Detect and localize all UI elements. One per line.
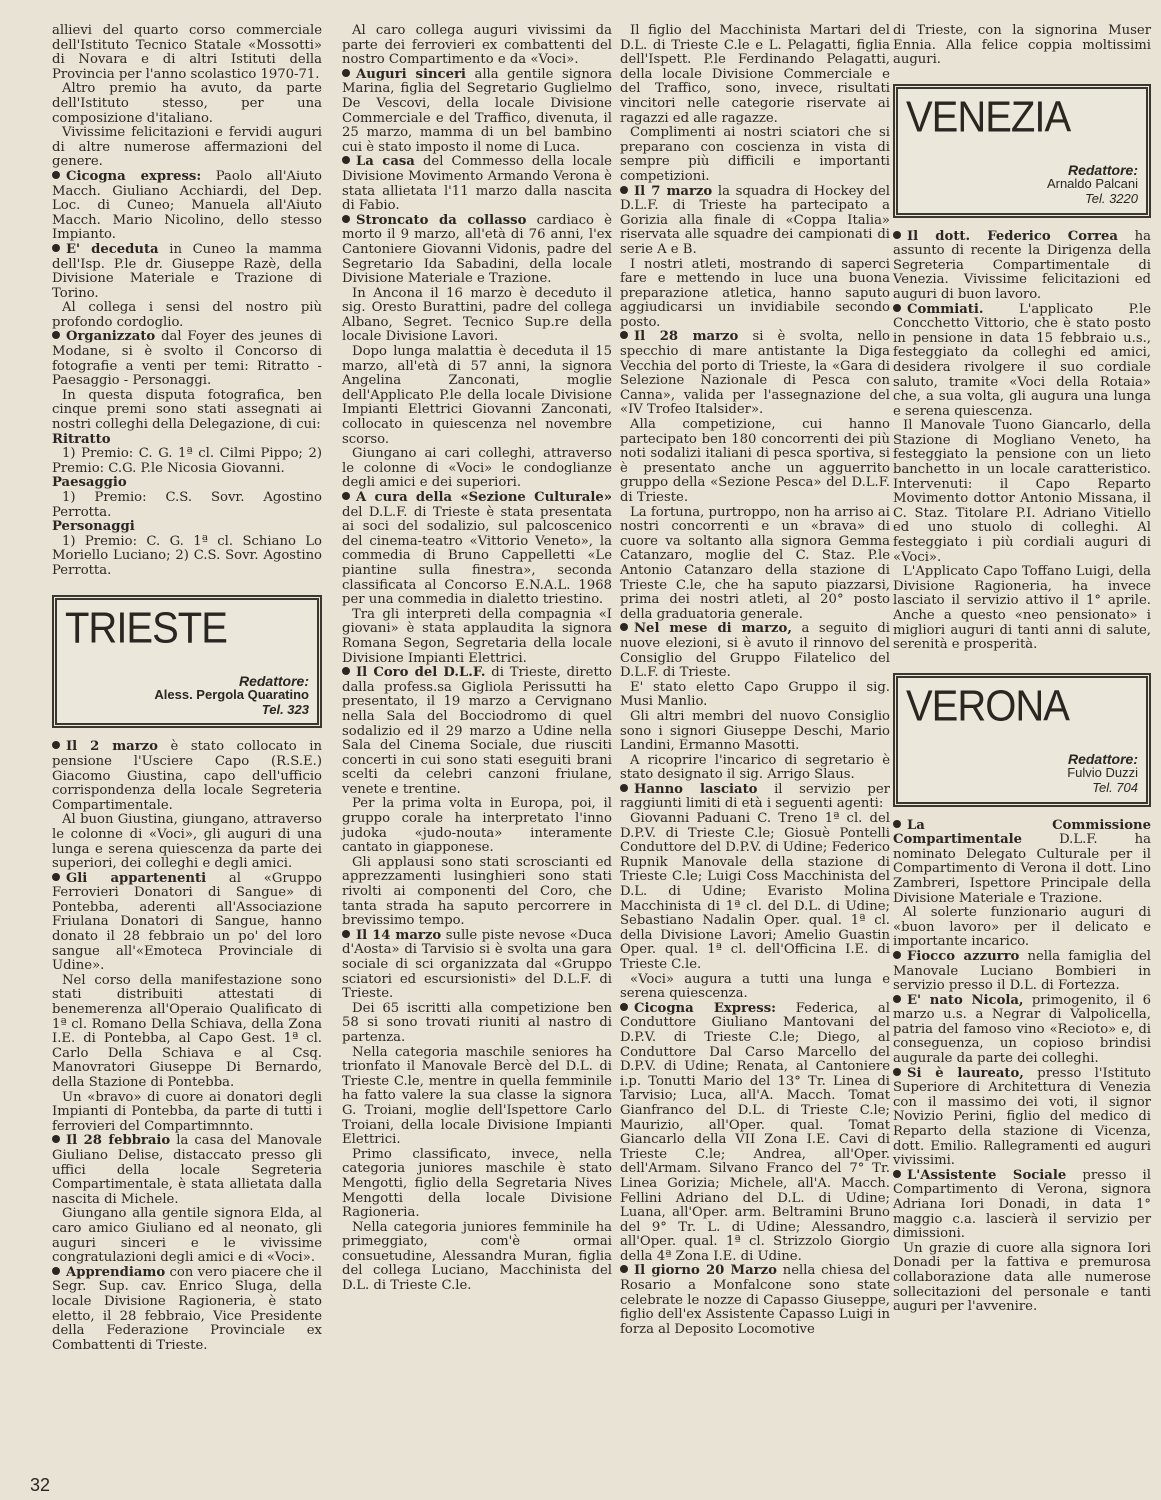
item-lead: Hanno lasciato xyxy=(634,781,758,797)
bullet-icon xyxy=(342,215,350,223)
item-text: si è svolta, nello specchio di mare antistante la Diga Vecchia del porto di Trieste, la «Gara di Selezione Nazionale di Pesca con Canna», valida per l'assegnazione del «IV Trofeo Italsider». xyxy=(620,329,890,418)
item-lead: Il Coro del D.L.F. xyxy=(356,665,486,681)
bullet-icon xyxy=(893,1170,901,1178)
item-text: L'applicato P.le Concchetto Vittorio, che è stato posto in pensione in data 15 febbraio u.s., festeggiato da colleghi ed amici, desidera rivolgere il suo cordiale saluto, tramite «Voci della Rotaia» che, a sua volta, gli augura una lunga e serena quiescenza. xyxy=(893,301,1151,419)
news-item xyxy=(620,330,890,418)
news-item xyxy=(52,243,322,301)
editor-name: Fulvio Duzzi xyxy=(1067,765,1138,781)
paragraph: I nostri atleti, mostrando di saperci fare e mettendo in luce una buona preparazione atletica, hanno saputo aggiudicarsi un invidiabile secondo posto. xyxy=(620,256,890,330)
paragraph: Nella categoria maschile seniores ha trionfato il Manovale Bercè del D.L. di Trieste C.le, mentre in quella femminile ha fatto valere la sua classe la signora G. Troiani, moglie dell'Ispettore Carlo Troiani, della locale Divisione Impianti Elettrici. xyxy=(342,1044,612,1148)
paragraph: Un grazie di cuore alla signora Iori Donadi per la fattiva e premurosa collaborazione data alle numerose sollecitazioni del personale e tanti auguri per l'avvenire. xyxy=(893,1240,1151,1315)
editor-tel: Tel. 3220 xyxy=(1084,190,1138,206)
editor-name: Aless. Pergola Quaratino xyxy=(154,687,309,703)
news-item xyxy=(52,1134,322,1207)
item-text: nella chiesa del Rosario a Monfalcone sono state celebrate le nozze di Capasso Giuseppe, figlio dell'ex Assistente Capasso Luigi in forza al Deposito Locomotive xyxy=(620,1263,890,1337)
editor-role: Redattore: xyxy=(1067,750,1138,767)
bullet-icon xyxy=(52,1135,60,1143)
item-lead: Auguri sinceri xyxy=(356,66,466,82)
item-text: è stato collocato in pensione l'Usciere Capo (R.S.E.) Giacomo Giustina, capo dell'ufficio corrispondenza della locale Segreteria Compartimentale. xyxy=(52,739,322,813)
news-item xyxy=(52,1266,322,1354)
item-lead: La casa xyxy=(356,154,415,170)
paragraph: Vivissime felicitazioni e fervidi auguri di altre numerose affermazioni del genere. xyxy=(52,125,322,170)
paragraph: Giovanni Paduani C. Treno 1ª cl. del D.P.V. di Trieste C.le; Giosuè Pontelli Conduttore del D.P.V. di Udine; Federico Rupnik Manovale della stazione di Trieste C.le; Luigi Coss Macchinista del D.L. di Udine; Evaristo Molina Macchinista di 1ª cl. del D.L. di Udine; Sebastiano Nadalin Oper. qual. 1ª cl. della Divisione Lavori; Amelio Guastin Oper. qual. 1ª cl. dell'Officina I.E. di Trieste C.le. xyxy=(620,811,890,972)
item-text: presso il Compartimento di Verona, signora Adriana Iori Donadi, in data 1° maggio c.a. lascierà il servizio per dimissioni. xyxy=(893,1167,1151,1242)
news-item xyxy=(342,155,612,213)
subheading: Ritratto xyxy=(52,431,111,447)
paragraph: Gli altri membri del nuovo Consiglio sono i signori Giuseppe Deschi, Mario Landini, Ermanno Masotti. xyxy=(620,708,890,754)
bullet-icon xyxy=(52,741,60,749)
item-text: presso l'Istituto Superiore di Architettura di Venezia con il massimo dei voti, il signor Novizio Perini, figlio del medico di Reparto della stazione di Vicenza, dott. Emilio. Rallegramenti ed auguri vivissimi. xyxy=(893,1065,1151,1169)
editor-tel: Tel. 704 xyxy=(1092,779,1138,795)
editor-tel: Tel. 323 xyxy=(261,701,309,717)
column-4 xyxy=(893,24,1151,1315)
item-lead: E' nato Nicola, xyxy=(907,992,1024,1008)
paragraph: Al collega i sensi del nostro più profondo cordoglio. xyxy=(52,300,322,330)
bullet-icon xyxy=(893,304,901,312)
bullet-icon xyxy=(342,930,350,938)
bullet-icon xyxy=(620,1003,628,1011)
paragraph: Gli applausi sono stati scroscianti ed apprezzamenti lusinghieri sono stati rivolti ai componenti del Coro, che tanta strada ha saputo percorrere in brevissimo tempo. xyxy=(342,854,612,929)
item-lead: Il giorno 20 Marzo xyxy=(634,1263,777,1279)
paragraph: 1) Premio: C. G. 1ª cl. Schiano Lo Moriello Luciano; 2) C.S. Sovr. Agostino Perrotta. xyxy=(52,533,322,578)
item-lead: L'Assistente Sociale xyxy=(907,1167,1067,1183)
section-title: VENEZIA xyxy=(906,92,1071,142)
paragraph: Complimenti ai nostri sciatori che si preparano con coscienza in vista di sempre più difficili e importanti competizioni. xyxy=(620,125,890,184)
bullet-icon xyxy=(893,820,901,828)
item-lead: Il 28 marzo xyxy=(634,329,739,345)
bullet-icon xyxy=(620,1265,628,1273)
section-box-verona xyxy=(893,673,1151,807)
news-item xyxy=(893,1067,1151,1169)
item-text: D.L.F. ha nominato Delegato Culturale per il Compartimento di Verona il dott. Lino Zambreri, Ispettore Principale della Divisione Materiale e Trazione. xyxy=(893,832,1151,906)
item-text: sulle piste nevose «Duca d'Aosta» di Tarvisio si è svolta una gara sociale di sci organizzata dal «Gruppo sciatori ed escursionisti» del D.L.F. di Trieste. xyxy=(342,927,612,1002)
news-item xyxy=(893,994,1151,1067)
news-item xyxy=(342,491,612,608)
item-text: nella famiglia del Manovale Luciano Bombieri in servizio presso il D.L. di Fortezza. xyxy=(893,948,1151,994)
subheading: Personaggi xyxy=(52,519,135,535)
item-text: al «Gruppo Ferrovieri Donatori di Sangue» di Pontebba, aderenti all'Associazione Friulana Donatori di Sangue, hanno donato il 28 febbraio un po' del loro sangue all'«Emoteca Provinciale di Udine». xyxy=(52,870,322,974)
bullet-icon xyxy=(620,623,628,631)
news-item xyxy=(620,783,890,812)
item-lead: Gli appartenenti xyxy=(66,870,207,886)
bullet-icon xyxy=(620,784,628,792)
item-lead: Il 7 marzo xyxy=(634,183,713,199)
bullet-icon xyxy=(893,1068,901,1076)
news-item xyxy=(620,1264,890,1337)
section-box-venezia xyxy=(893,84,1151,218)
news-item xyxy=(342,929,612,1002)
news-item xyxy=(342,666,612,797)
section-title: VERONA xyxy=(906,681,1069,731)
section-title: TRIESTE xyxy=(65,603,227,652)
news-item xyxy=(620,622,890,680)
news-item xyxy=(342,68,612,156)
paragraph: Per la prima volta in Europa, poi, il gruppo corale ha interpretato l'inno judoka «judo-nouta» interamente cantato in giapponese. xyxy=(342,796,612,856)
item-lead: Nel mese di marzo, xyxy=(634,621,792,637)
paragraph: Al buon Giustina, giungano, attraverso le colonne di «Voci», gli auguri di una lunga e serena quiescenza da parte dei superiori, dei colleghi e degli amici. xyxy=(52,812,322,872)
item-text: Federica, al Conduttore Giuliano Mantovani del D.P.V. di Trieste C.le; Diego, al Conduttore Dal Carso Marcello del D.P.V. di Udine; Renata, al Cantoniere i.p. Tonutti Mario del 13° Tr. Linea di Tarvisio; Luca, all'A. Macch. Tomat Gianfranco del D.L. di Trieste C.le; Maurizio, all'Oper. qual. Tomat Giancarlo della VII Zona I.E. Cavi di Trieste C.le; Andrea, all'Oper. dell'Armam. Silvano Franco del 7° Tr. Linea Gorizia; Michele, all'A. Macch. Fellini Adriano del D.L. di Udine; Luana, all'Oper. arm. Beltramini Bruno del 9° Tr. L. di Udine; Alessandro, all'Oper. qual. 1ª cl. Strizzolo Giorgio della 4ª Zona I.E. di Udine. xyxy=(620,1000,890,1264)
bullet-icon xyxy=(342,69,350,77)
paragraph: Nel corso della manifestazione sono stati distribuiti attestati di benemerenza all'Operaio Qualificato di 1ª cl. Romano Della Schiava, della Zona I.E. di Pontebba, al Capo Gest. 1ª cl. Carlo Della Schiava e al Csq. Manovratori Giuseppe Di Bernardo, della Stazione di Pontebba. xyxy=(52,972,322,1090)
bullet-icon xyxy=(52,1267,60,1275)
news-item xyxy=(342,214,612,287)
news-item xyxy=(52,740,322,813)
news-item xyxy=(52,170,322,243)
paragraph: L'Applicato Capo Toffano Luigi, della Divisione Ragioneria, ha invece lasciato il servizio attivo il 1° aprile. Anche a questo «neo pensionato» i migliori auguri di tanti anni di salute, serenità e prosperità. xyxy=(893,564,1151,653)
paragraph: Il Manovale Tuono Giancarlo, della Stazione di Mogliano Veneto, ha festeggiato la pensione con un lieto banchetto in un locale caratteristico. Intervenuti: il Capo Reparto Movimento dottor Antonio Missana, il C. Staz. Titolare P.I. Adriano Vitiello ed uno stuolo di colleghi. Al festeggiato i più cordiali auguri di «Voci». xyxy=(893,418,1151,565)
item-lead: Cicogna Express: xyxy=(634,1000,777,1016)
item-text: dal Foyer des jeunes di Modane, si è svolto il Concorso di fotografie a venti per temi: Ritratto - Paesaggio - Personaggi. xyxy=(52,329,322,389)
item-text: primogenito, il 6 marzo u.s. a Negrar di Valpolicella, patria del famoso vino «Recioto» e, di conseguenza, un copioso brindisi augurale da parte dei colleghi. xyxy=(893,992,1151,1067)
item-lead: Il dott. Federico Correa xyxy=(907,228,1118,244)
paragraph: Giungano alla gentile signora Elda, al caro amico Giuliano ed al neonato, gli auguri sinceri e le vivissime congratulazioni degli amici e di «Voci». xyxy=(52,1206,322,1266)
bullet-icon xyxy=(620,186,628,194)
paragraph: Dopo lunga malattia è deceduta il 15 marzo, all'età di 57 anni, la signora Angelina Zanconati, moglie dell'Applicato P.le della locale Divisione Impianti Elettrici Giovanni Zanconati, collocato in quiescenza nel novembre scorso. xyxy=(342,344,612,447)
column-3 xyxy=(620,24,890,1337)
news-item xyxy=(893,819,1151,907)
paragraph: Al solerte funzionario auguri di «buon lavoro» per il delicato e importante incarico. xyxy=(893,905,1151,950)
paragraph: Al caro collega auguri vivissimi da parte dei ferrovieri ex combattenti del nostro Compartimento e da «Voci». xyxy=(342,23,612,68)
paragraph: Giungano ai cari colleghi, attraverso le colonne di «Voci» le condoglianze degli amici e dei superiori. xyxy=(342,446,612,491)
column-2 xyxy=(342,24,612,1294)
item-text: in Cuneo la mamma dell'Isp. P.le dr. Giuseppe Razè, della Divisione Materiale e Trazione di Torino. xyxy=(52,241,322,301)
paragraph: Il figlio del Macchinista Martari del D.L. di Trieste C.le e L. Pelagatti, figlia dell'Ispett. P.le Ferdinando Pelagatti, della locale Divisione Commerciale e del Traffico, sono, invece, risultati vincitori nelle categorie riservate ai ragazzi ed alle ragazze. xyxy=(620,23,890,126)
item-text: cardiaco è morto il 9 marzo, all'età di 76 anni, l'ex Cantoniere Giovanni Vidonis, padre del Segretario Ida Sabadini, della locale Divisione Materiale e Trazione. xyxy=(342,212,612,287)
item-lead: Apprendiamo xyxy=(66,1264,166,1280)
news-item xyxy=(893,303,1151,420)
paragraph: In questa disputa fotografica, ben cinque premi sono stati assegnati ai nostri colleghi della Delegazione, di cui: xyxy=(52,387,322,433)
item-text: ha assunto di recente la Dirigenza della Segreteria Compartimentale di Venezia. Vivissime felicitazioni ed auguri di buon lavoro. xyxy=(893,228,1151,302)
bullet-icon xyxy=(52,331,60,339)
paragraph: A ricoprire l'incarico di segretario è stato designato il sig. Arrigo Slaus. xyxy=(620,752,890,783)
item-lead: E' deceduta xyxy=(66,241,159,257)
paragraph: Un «bravo» di cuore ai donatori degli Impianti di Pontebba, da parte di tutti i ferrovieri del Compartimnnto. xyxy=(52,1089,322,1134)
paragraph: 1) Premio: C. G. 1ª cl. Cilmi Pippo; 2) Premio: C.G. P.le Nicosia Giovanni. xyxy=(52,446,322,476)
item-text: di Trieste, diretto dalla profess.sa Gigliola Perissutti ha presentato, il 19 marzo a Cervignano nella Sala del Bocciodromo di quel sodalizio ed il 29 marzo a Udine nella Sala del Cinema Sociale, due riusciti concerti in cui sono stati eseguiti brani scelti da celebri canzoni friulane, venete e trentine. xyxy=(342,665,612,797)
paragraph: Tra gli interpreti della compagnia «I giovani» è stata applaudita la signora Romana Segon, Segretaria della locale Divisione Impianti Elettrici. xyxy=(342,606,612,666)
bullet-icon xyxy=(52,873,60,881)
news-item xyxy=(52,330,322,388)
paragraph: Nella categoria juniores femminile ha primeggiato, com'è ormai consuetudine, Alessandra Muran, figlia del collega Luciano, Macchinista del D.L. di Trieste C.le. xyxy=(342,1219,612,1294)
item-lead: Fiocco azzurro xyxy=(907,948,1020,964)
item-lead: Organizzato xyxy=(66,329,156,345)
bullet-icon xyxy=(342,156,350,164)
bullet-icon xyxy=(893,951,901,959)
news-item xyxy=(893,230,1151,303)
item-lead: Commiati. xyxy=(907,301,984,317)
paragraph: Dei 65 iscritti alla competizione ben 58 si sono trovati riuniti al nastro di partenza. xyxy=(342,1000,612,1045)
item-text: la casa del Manovale Giuliano Delise, distaccato presso gli uffici della locale Segreteria Compartimentale, è stata allietata dalla nascita di Michele. xyxy=(52,1133,322,1207)
item-lead: Stroncato da collasso xyxy=(356,212,527,228)
page-number: 32 xyxy=(30,1475,51,1495)
section-box-trieste xyxy=(52,595,322,729)
paragraph: Altro premio ha avuto, da parte dell'Istituto stesso, per una composizione d'italiano. xyxy=(52,81,322,126)
item-text: del D.L.F. di Trieste è stata presentata ai soci del sodalizio, sul palcoscenico del cinema-teatro «Vittorio Veneto», la commedia di Bruno Cappelletti «Le piantine sulla finestra», seconda classificata al Concorso E.N.A.L. 1968 per una commedia in dialetto triestino. xyxy=(342,504,612,608)
bullet-icon xyxy=(52,244,60,252)
item-lead: Il 2 marzo xyxy=(66,739,158,755)
news-item xyxy=(893,1169,1151,1242)
paragraph: 1) Premio: C.S. Sovr. Agostino Perrotta. xyxy=(52,490,322,520)
paragraph: In Ancona il 16 marzo è deceduto il sig. Oresto Burattini, padre del collega Albano, Segret. Tecnico Sup.re della locale Divisione Lavori. xyxy=(342,285,612,345)
bullet-icon xyxy=(342,492,350,500)
item-text: Paolo all'Aiuto Macch. Giuliano Acchiardi, del Dep. Loc. di Cuneo; Manuela all'Aiuto Macch. Mario Nicolino, dello stesso Impianto. xyxy=(52,168,322,243)
bullet-icon xyxy=(893,995,901,1003)
news-item xyxy=(52,872,322,974)
item-text: a seguito di nuove elezioni, si è avuto il rinnovo del Consiglio del Gruppo Filatelico del D.L.F. di Trieste. xyxy=(620,621,890,681)
paragraph: E' stato eletto Capo Gruppo il sig. Musi Manlio. xyxy=(620,679,890,710)
item-text: il servizio per raggiunti limiti di età i seguenti agenti: xyxy=(620,781,890,812)
column-1 xyxy=(52,24,322,1353)
item-lead: Si è laureato, xyxy=(907,1065,1024,1081)
item-text: con vero piacere che il Segr. Sup. cav. Enrico Sluga, della locale Divisione Ragioneria, è stato eletto, il 28 febbraio, Vice Presidente della Federazione Provinciale ex Combattenti di Trieste. xyxy=(52,1264,322,1353)
paragraph: «Voci» augura a tutti una lunga e serena quiescenza. xyxy=(620,971,890,1002)
bullet-icon xyxy=(52,171,60,179)
paragraph: allievi del quarto corso commerciale dell'Istituto Tecnico Statale «Mossotti» di Novara e di altri Istituti della Provincia per l'anno scolastico 1970-71. xyxy=(52,23,322,82)
item-text: alla gentile signora Marina, figlia del Segretario Guglielmo De Vescovi, della locale Divisione Commerciale e del Traffico, divenuta, il 25 marzo, mamma di un bel bambino cui è stato imposto il nome di Luca. xyxy=(342,66,612,155)
bullet-icon xyxy=(620,331,628,339)
paragraph: di Trieste, con la signorina Muser Ennia. Alla felice coppia moltissimi auguri. xyxy=(893,23,1151,68)
editor-role: Redattore: xyxy=(238,672,309,689)
item-lead: Il 28 febbraio xyxy=(66,1133,171,1149)
editor-role: Redattore: xyxy=(1067,161,1138,178)
bullet-icon xyxy=(893,231,901,239)
paragraph: La fortuna, purtroppo, non ha arriso ai nostri concorrenti e un «brava» di cuore va soltanto alla signora Gemma Catanzaro, moglie del C. Staz. P.le Antonio Catanzaro della stazione di Trieste C.le, che ha saputo piazzarsi, prima dei nostri atleti, al 20° posto della graduatoria generale. xyxy=(620,504,890,622)
subheading: Paesaggio xyxy=(52,475,127,491)
item-lead: A cura della «Sezione Culturale» xyxy=(356,490,612,505)
item-lead: Cicogna express: xyxy=(66,168,202,184)
editor-name: Arnaldo Palcani xyxy=(1046,176,1138,192)
item-text: la squadra di Hockey del D.L.F. di Trieste ha partecipato a Gorizia alla finale di «Coppa Italia» riservata alle squadre dei campionati di serie A e B. xyxy=(620,183,890,257)
item-lead: Il 14 marzo xyxy=(356,927,442,943)
item-text: del Commesso della locale Divisione Movimento Armando Verona è stata allietata l'11 marzo dalla nascita di Fabio. xyxy=(342,154,612,214)
bullet-icon xyxy=(342,667,350,675)
paragraph: Primo classificato, invece, nella categoria juniores maschile è stato Mengotti, figlio della Segretaria Nives Mengotti della locale Divisione Ragioneria. xyxy=(342,1146,612,1221)
news-item xyxy=(893,950,1151,994)
paragraph: Alla competizione, cui hanno partecipato ben 180 concorrenti dei più noti sodalizi italiani di pesca sportiva, si è presentato anche un agguerrito gruppo della «Sezione Pesca» del D.L.F. di Trieste. xyxy=(620,417,890,505)
news-item xyxy=(620,1002,890,1265)
item-lead: La Commissione Compartimentale xyxy=(893,817,1151,848)
news-item xyxy=(620,185,890,258)
